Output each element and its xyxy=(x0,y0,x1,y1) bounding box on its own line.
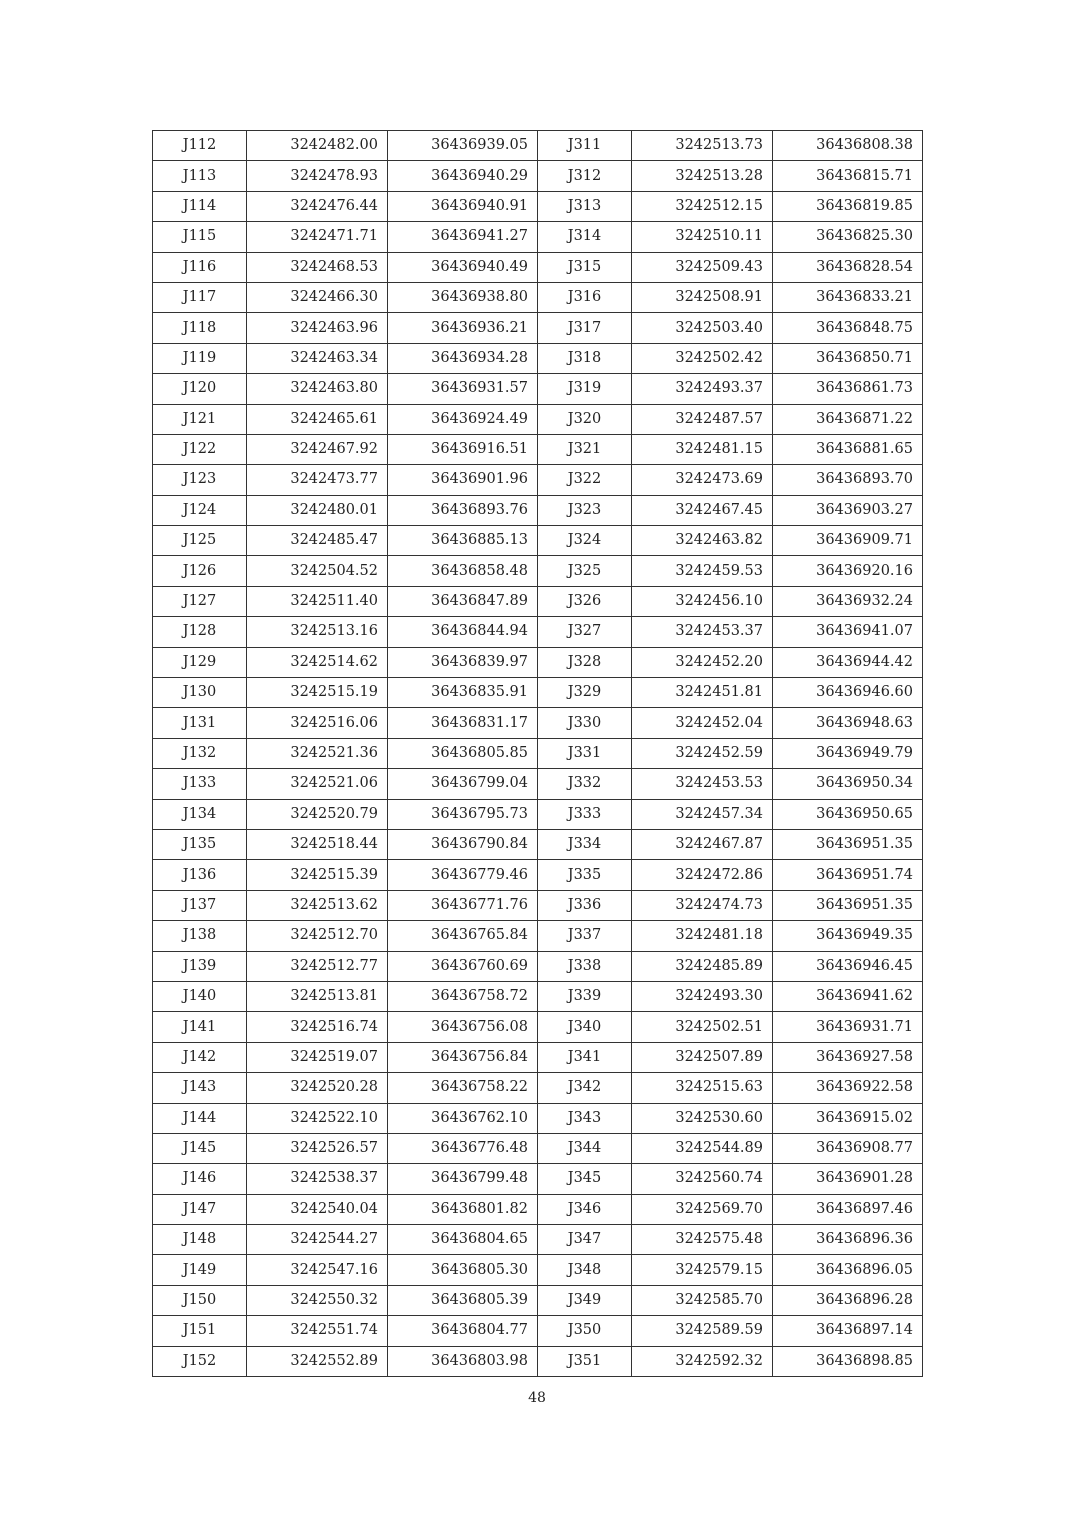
y-coord-right-cell: 36436909.71 xyxy=(773,526,923,556)
y-coord-right-cell: 36436946.45 xyxy=(773,951,923,981)
y-coord-left-cell: 36436938.80 xyxy=(388,282,538,312)
x-coord-right-cell: 3242592.32 xyxy=(632,1346,773,1376)
y-coord-left-cell: 36436916.51 xyxy=(388,434,538,464)
y-coord-left-cell: 36436835.91 xyxy=(388,678,538,708)
point-id-left-cell: J150 xyxy=(153,1285,247,1315)
coordinate-table-body xyxy=(153,131,923,1377)
point-id-right-cell: J311 xyxy=(538,131,632,161)
x-coord-left-cell: 3242473.77 xyxy=(247,465,388,495)
table-row xyxy=(153,921,923,951)
x-coord-right-cell: 3242487.57 xyxy=(632,404,773,434)
x-coord-left-cell: 3242480.01 xyxy=(247,495,388,525)
y-coord-right-cell: 36436949.79 xyxy=(773,738,923,768)
table-row xyxy=(153,1255,923,1285)
x-coord-left-cell: 3242468.53 xyxy=(247,252,388,282)
point-id-right-cell: J351 xyxy=(538,1346,632,1376)
point-id-right-cell: J341 xyxy=(538,1042,632,1072)
point-id-left-cell: J148 xyxy=(153,1225,247,1255)
point-id-left-cell: J141 xyxy=(153,1012,247,1042)
y-coord-left-cell: 36436758.72 xyxy=(388,981,538,1011)
point-id-left-cell: J128 xyxy=(153,617,247,647)
table-row xyxy=(153,1164,923,1194)
y-coord-right-cell: 36436897.46 xyxy=(773,1194,923,1224)
y-coord-right-cell: 36436941.07 xyxy=(773,617,923,647)
point-id-left-cell: J147 xyxy=(153,1194,247,1224)
point-id-right-cell: J328 xyxy=(538,647,632,677)
y-coord-left-cell: 36436858.48 xyxy=(388,556,538,586)
point-id-left-cell: J152 xyxy=(153,1346,247,1376)
x-coord-right-cell: 3242474.73 xyxy=(632,890,773,920)
point-id-left-cell: J114 xyxy=(153,191,247,221)
y-coord-left-cell: 36436844.94 xyxy=(388,617,538,647)
x-coord-right-cell: 3242452.04 xyxy=(632,708,773,738)
y-coord-right-cell: 36436903.27 xyxy=(773,495,923,525)
x-coord-right-cell: 3242459.53 xyxy=(632,556,773,586)
x-coord-left-cell: 3242476.44 xyxy=(247,191,388,221)
x-coord-left-cell: 3242521.06 xyxy=(247,769,388,799)
point-id-right-cell: J313 xyxy=(538,191,632,221)
x-coord-right-cell: 3242585.70 xyxy=(632,1285,773,1315)
x-coord-left-cell: 3242482.00 xyxy=(247,131,388,161)
table-row xyxy=(153,829,923,859)
point-id-right-cell: J331 xyxy=(538,738,632,768)
y-coord-right-cell: 36436896.05 xyxy=(773,1255,923,1285)
point-id-right-cell: J322 xyxy=(538,465,632,495)
y-coord-left-cell: 36436776.48 xyxy=(388,1133,538,1163)
y-coord-right-cell: 36436949.35 xyxy=(773,921,923,951)
x-coord-left-cell: 3242463.80 xyxy=(247,374,388,404)
point-id-right-cell: J339 xyxy=(538,981,632,1011)
x-coord-left-cell: 3242467.92 xyxy=(247,434,388,464)
y-coord-left-cell: 36436901.96 xyxy=(388,465,538,495)
point-id-right-cell: J324 xyxy=(538,526,632,556)
point-id-left-cell: J116 xyxy=(153,252,247,282)
x-coord-left-cell: 3242518.44 xyxy=(247,829,388,859)
y-coord-right-cell: 36436932.24 xyxy=(773,586,923,616)
x-coord-right-cell: 3242512.15 xyxy=(632,191,773,221)
point-id-right-cell: J325 xyxy=(538,556,632,586)
y-coord-left-cell: 36436801.82 xyxy=(388,1194,538,1224)
table-row xyxy=(153,890,923,920)
y-coord-left-cell: 36436804.77 xyxy=(388,1316,538,1346)
y-coord-right-cell: 36436871.22 xyxy=(773,404,923,434)
table-row xyxy=(153,1012,923,1042)
x-coord-left-cell: 3242540.04 xyxy=(247,1194,388,1224)
y-coord-left-cell: 36436940.29 xyxy=(388,161,538,191)
point-id-right-cell: J317 xyxy=(538,313,632,343)
x-coord-right-cell: 3242502.42 xyxy=(632,343,773,373)
x-coord-left-cell: 3242520.28 xyxy=(247,1073,388,1103)
table-row xyxy=(153,1194,923,1224)
point-id-left-cell: J138 xyxy=(153,921,247,951)
point-id-left-cell: J129 xyxy=(153,647,247,677)
y-coord-right-cell: 36436931.71 xyxy=(773,1012,923,1042)
point-id-right-cell: J343 xyxy=(538,1103,632,1133)
x-coord-right-cell: 3242515.63 xyxy=(632,1073,773,1103)
table-row xyxy=(153,1073,923,1103)
y-coord-right-cell: 36436951.35 xyxy=(773,829,923,859)
table-row xyxy=(153,799,923,829)
point-id-right-cell: J320 xyxy=(538,404,632,434)
x-coord-left-cell: 3242512.70 xyxy=(247,921,388,951)
y-coord-right-cell: 36436881.65 xyxy=(773,434,923,464)
x-coord-left-cell: 3242526.57 xyxy=(247,1133,388,1163)
table-row xyxy=(153,556,923,586)
x-coord-left-cell: 3242515.39 xyxy=(247,860,388,890)
y-coord-left-cell: 36436779.46 xyxy=(388,860,538,890)
y-coord-left-cell: 36436771.76 xyxy=(388,890,538,920)
x-coord-right-cell: 3242463.82 xyxy=(632,526,773,556)
x-coord-right-cell: 3242507.89 xyxy=(632,1042,773,1072)
y-coord-right-cell: 36436861.73 xyxy=(773,374,923,404)
point-id-right-cell: J327 xyxy=(538,617,632,647)
point-id-right-cell: J326 xyxy=(538,586,632,616)
x-coord-left-cell: 3242513.62 xyxy=(247,890,388,920)
point-id-right-cell: J318 xyxy=(538,343,632,373)
y-coord-right-cell: 36436833.21 xyxy=(773,282,923,312)
point-id-left-cell: J119 xyxy=(153,343,247,373)
x-coord-left-cell: 3242513.16 xyxy=(247,617,388,647)
y-coord-left-cell: 36436893.76 xyxy=(388,495,538,525)
point-id-right-cell: J342 xyxy=(538,1073,632,1103)
x-coord-left-cell: 3242513.81 xyxy=(247,981,388,1011)
table-row xyxy=(153,1133,923,1163)
y-coord-left-cell: 36436936.21 xyxy=(388,313,538,343)
y-coord-left-cell: 36436804.65 xyxy=(388,1225,538,1255)
x-coord-right-cell: 3242579.15 xyxy=(632,1255,773,1285)
point-id-left-cell: J136 xyxy=(153,860,247,890)
y-coord-left-cell: 36436940.91 xyxy=(388,191,538,221)
table-row xyxy=(153,434,923,464)
y-coord-left-cell: 36436939.05 xyxy=(388,131,538,161)
y-coord-left-cell: 36436847.89 xyxy=(388,586,538,616)
y-coord-left-cell: 36436799.48 xyxy=(388,1164,538,1194)
x-coord-left-cell: 3242522.10 xyxy=(247,1103,388,1133)
x-coord-right-cell: 3242451.81 xyxy=(632,678,773,708)
y-coord-right-cell: 36436927.58 xyxy=(773,1042,923,1072)
table-row xyxy=(153,374,923,404)
table-row xyxy=(153,1042,923,1072)
y-coord-right-cell: 36436893.70 xyxy=(773,465,923,495)
y-coord-left-cell: 36436924.49 xyxy=(388,404,538,434)
y-coord-left-cell: 36436805.85 xyxy=(388,738,538,768)
x-coord-left-cell: 3242552.89 xyxy=(247,1346,388,1376)
point-id-right-cell: J312 xyxy=(538,161,632,191)
point-id-right-cell: J344 xyxy=(538,1133,632,1163)
point-id-left-cell: J134 xyxy=(153,799,247,829)
y-coord-left-cell: 36436803.98 xyxy=(388,1346,538,1376)
x-coord-right-cell: 3242560.74 xyxy=(632,1164,773,1194)
page-number: 48 xyxy=(528,1390,546,1406)
x-coord-right-cell: 3242502.51 xyxy=(632,1012,773,1042)
point-id-left-cell: J127 xyxy=(153,586,247,616)
x-coord-left-cell: 3242514.62 xyxy=(247,647,388,677)
table-row xyxy=(153,404,923,434)
y-coord-left-cell: 36436805.39 xyxy=(388,1285,538,1315)
point-id-right-cell: J316 xyxy=(538,282,632,312)
y-coord-right-cell: 36436950.65 xyxy=(773,799,923,829)
point-id-right-cell: J346 xyxy=(538,1194,632,1224)
point-id-left-cell: J144 xyxy=(153,1103,247,1133)
x-coord-right-cell: 3242589.59 xyxy=(632,1316,773,1346)
table-row xyxy=(153,708,923,738)
x-coord-left-cell: 3242504.52 xyxy=(247,556,388,586)
point-id-left-cell: J125 xyxy=(153,526,247,556)
point-id-left-cell: J117 xyxy=(153,282,247,312)
table-row xyxy=(153,252,923,282)
x-coord-left-cell: 3242516.74 xyxy=(247,1012,388,1042)
y-coord-right-cell: 36436815.71 xyxy=(773,161,923,191)
point-id-right-cell: J349 xyxy=(538,1285,632,1315)
table-row xyxy=(153,860,923,890)
y-coord-left-cell: 36436756.84 xyxy=(388,1042,538,1072)
y-coord-right-cell: 36436848.75 xyxy=(773,313,923,343)
point-id-right-cell: J338 xyxy=(538,951,632,981)
x-coord-left-cell: 3242550.32 xyxy=(247,1285,388,1315)
point-id-right-cell: J323 xyxy=(538,495,632,525)
y-coord-right-cell: 36436951.35 xyxy=(773,890,923,920)
point-id-left-cell: J113 xyxy=(153,161,247,191)
table-row xyxy=(153,1346,923,1376)
x-coord-right-cell: 3242473.69 xyxy=(632,465,773,495)
table-row xyxy=(153,161,923,191)
y-coord-right-cell: 36436922.58 xyxy=(773,1073,923,1103)
point-id-left-cell: J118 xyxy=(153,313,247,343)
x-coord-right-cell: 3242452.20 xyxy=(632,647,773,677)
y-coord-left-cell: 36436885.13 xyxy=(388,526,538,556)
point-id-left-cell: J130 xyxy=(153,678,247,708)
table-row xyxy=(153,282,923,312)
x-coord-right-cell: 3242569.70 xyxy=(632,1194,773,1224)
y-coord-right-cell: 36436941.62 xyxy=(773,981,923,1011)
y-coord-left-cell: 36436831.17 xyxy=(388,708,538,738)
table-row xyxy=(153,951,923,981)
point-id-left-cell: J151 xyxy=(153,1316,247,1346)
point-id-right-cell: J336 xyxy=(538,890,632,920)
x-coord-left-cell: 3242538.37 xyxy=(247,1164,388,1194)
point-id-right-cell: J347 xyxy=(538,1225,632,1255)
point-id-left-cell: J145 xyxy=(153,1133,247,1163)
point-id-left-cell: J124 xyxy=(153,495,247,525)
x-coord-right-cell: 3242481.18 xyxy=(632,921,773,951)
x-coord-left-cell: 3242515.19 xyxy=(247,678,388,708)
x-coord-left-cell: 3242485.47 xyxy=(247,526,388,556)
y-coord-right-cell: 36436944.42 xyxy=(773,647,923,677)
y-coord-right-cell: 36436819.85 xyxy=(773,191,923,221)
y-coord-right-cell: 36436898.85 xyxy=(773,1346,923,1376)
y-coord-left-cell: 36436805.30 xyxy=(388,1255,538,1285)
point-id-left-cell: J131 xyxy=(153,708,247,738)
x-coord-right-cell: 3242472.86 xyxy=(632,860,773,890)
y-coord-left-cell: 36436940.49 xyxy=(388,252,538,282)
x-coord-right-cell: 3242453.37 xyxy=(632,617,773,647)
x-coord-left-cell: 3242521.36 xyxy=(247,738,388,768)
point-id-right-cell: J315 xyxy=(538,252,632,282)
point-id-right-cell: J314 xyxy=(538,222,632,252)
y-coord-left-cell: 36436934.28 xyxy=(388,343,538,373)
point-id-left-cell: J142 xyxy=(153,1042,247,1072)
point-id-right-cell: J321 xyxy=(538,434,632,464)
y-coord-right-cell: 36436920.16 xyxy=(773,556,923,586)
y-coord-left-cell: 36436760.69 xyxy=(388,951,538,981)
point-id-left-cell: J133 xyxy=(153,769,247,799)
point-id-left-cell: J139 xyxy=(153,951,247,981)
table-row xyxy=(153,647,923,677)
x-coord-left-cell: 3242512.77 xyxy=(247,951,388,981)
x-coord-right-cell: 3242544.89 xyxy=(632,1133,773,1163)
y-coord-left-cell: 36436931.57 xyxy=(388,374,538,404)
x-coord-left-cell: 3242463.96 xyxy=(247,313,388,343)
x-coord-right-cell: 3242467.87 xyxy=(632,829,773,859)
table-row xyxy=(153,1225,923,1255)
y-coord-right-cell: 36436908.77 xyxy=(773,1133,923,1163)
x-coord-left-cell: 3242478.93 xyxy=(247,161,388,191)
x-coord-right-cell: 3242485.89 xyxy=(632,951,773,981)
x-coord-right-cell: 3242510.11 xyxy=(632,222,773,252)
table-row xyxy=(153,526,923,556)
point-id-left-cell: J140 xyxy=(153,981,247,1011)
x-coord-right-cell: 3242456.10 xyxy=(632,586,773,616)
x-coord-right-cell: 3242513.73 xyxy=(632,131,773,161)
point-id-right-cell: J330 xyxy=(538,708,632,738)
point-id-right-cell: J332 xyxy=(538,769,632,799)
y-coord-left-cell: 36436762.10 xyxy=(388,1103,538,1133)
point-id-right-cell: J329 xyxy=(538,678,632,708)
point-id-right-cell: J350 xyxy=(538,1316,632,1346)
x-coord-left-cell: 3242466.30 xyxy=(247,282,388,312)
point-id-left-cell: J121 xyxy=(153,404,247,434)
table-row xyxy=(153,222,923,252)
x-coord-left-cell: 3242520.79 xyxy=(247,799,388,829)
point-id-right-cell: J335 xyxy=(538,860,632,890)
x-coord-right-cell: 3242481.15 xyxy=(632,434,773,464)
x-coord-right-cell: 3242467.45 xyxy=(632,495,773,525)
table-row xyxy=(153,1316,923,1346)
x-coord-right-cell: 3242457.34 xyxy=(632,799,773,829)
point-id-left-cell: J120 xyxy=(153,374,247,404)
x-coord-left-cell: 3242544.27 xyxy=(247,1225,388,1255)
y-coord-left-cell: 36436795.73 xyxy=(388,799,538,829)
x-coord-left-cell: 3242516.06 xyxy=(247,708,388,738)
y-coord-left-cell: 36436790.84 xyxy=(388,829,538,859)
table-row xyxy=(153,617,923,647)
point-id-left-cell: J112 xyxy=(153,131,247,161)
x-coord-right-cell: 3242509.43 xyxy=(632,252,773,282)
table-row xyxy=(153,343,923,373)
point-id-left-cell: J143 xyxy=(153,1073,247,1103)
coordinate-table xyxy=(152,130,923,1377)
y-coord-right-cell: 36436850.71 xyxy=(773,343,923,373)
y-coord-right-cell: 36436915.02 xyxy=(773,1103,923,1133)
point-id-left-cell: J149 xyxy=(153,1255,247,1285)
table-row xyxy=(153,738,923,768)
point-id-left-cell: J135 xyxy=(153,829,247,859)
point-id-left-cell: J132 xyxy=(153,738,247,768)
x-coord-left-cell: 3242463.34 xyxy=(247,343,388,373)
x-coord-right-cell: 3242453.53 xyxy=(632,769,773,799)
table-row xyxy=(153,586,923,616)
y-coord-left-cell: 36436839.97 xyxy=(388,647,538,677)
table-row xyxy=(153,191,923,221)
y-coord-left-cell: 36436765.84 xyxy=(388,921,538,951)
y-coord-right-cell: 36436950.34 xyxy=(773,769,923,799)
y-coord-right-cell: 36436897.14 xyxy=(773,1316,923,1346)
y-coord-right-cell: 36436901.28 xyxy=(773,1164,923,1194)
y-coord-right-cell: 36436825.30 xyxy=(773,222,923,252)
table-row xyxy=(153,131,923,161)
point-id-right-cell: J334 xyxy=(538,829,632,859)
table-row xyxy=(153,678,923,708)
x-coord-left-cell: 3242547.16 xyxy=(247,1255,388,1285)
table-row xyxy=(153,1285,923,1315)
table-row xyxy=(153,981,923,1011)
y-coord-right-cell: 36436951.74 xyxy=(773,860,923,890)
point-id-left-cell: J126 xyxy=(153,556,247,586)
table-row xyxy=(153,313,923,343)
x-coord-right-cell: 3242575.48 xyxy=(632,1225,773,1255)
y-coord-right-cell: 36436948.63 xyxy=(773,708,923,738)
x-coord-left-cell: 3242511.40 xyxy=(247,586,388,616)
point-id-left-cell: J137 xyxy=(153,890,247,920)
x-coord-left-cell: 3242465.61 xyxy=(247,404,388,434)
x-coord-right-cell: 3242513.28 xyxy=(632,161,773,191)
point-id-right-cell: J348 xyxy=(538,1255,632,1285)
point-id-left-cell: J115 xyxy=(153,222,247,252)
point-id-right-cell: J340 xyxy=(538,1012,632,1042)
y-coord-right-cell: 36436896.36 xyxy=(773,1225,923,1255)
y-coord-right-cell: 36436828.54 xyxy=(773,252,923,282)
y-coord-left-cell: 36436756.08 xyxy=(388,1012,538,1042)
x-coord-left-cell: 3242471.71 xyxy=(247,222,388,252)
y-coord-right-cell: 36436946.60 xyxy=(773,678,923,708)
y-coord-right-cell: 36436808.38 xyxy=(773,131,923,161)
point-id-right-cell: J345 xyxy=(538,1164,632,1194)
y-coord-left-cell: 36436758.22 xyxy=(388,1073,538,1103)
point-id-right-cell: J337 xyxy=(538,921,632,951)
table-row xyxy=(153,495,923,525)
point-id-right-cell: J333 xyxy=(538,799,632,829)
point-id-left-cell: J123 xyxy=(153,465,247,495)
x-coord-right-cell: 3242508.91 xyxy=(632,282,773,312)
table-row xyxy=(153,465,923,495)
x-coord-left-cell: 3242551.74 xyxy=(247,1316,388,1346)
y-coord-left-cell: 36436799.04 xyxy=(388,769,538,799)
x-coord-right-cell: 3242530.60 xyxy=(632,1103,773,1133)
table-row xyxy=(153,1103,923,1133)
x-coord-right-cell: 3242493.37 xyxy=(632,374,773,404)
y-coord-left-cell: 36436941.27 xyxy=(388,222,538,252)
x-coord-left-cell: 3242519.07 xyxy=(247,1042,388,1072)
x-coord-right-cell: 3242503.40 xyxy=(632,313,773,343)
point-id-right-cell: J319 xyxy=(538,374,632,404)
x-coord-right-cell: 3242452.59 xyxy=(632,738,773,768)
point-id-left-cell: J146 xyxy=(153,1164,247,1194)
table-row xyxy=(153,769,923,799)
point-id-left-cell: J122 xyxy=(153,434,247,464)
x-coord-right-cell: 3242493.30 xyxy=(632,981,773,1011)
y-coord-right-cell: 36436896.28 xyxy=(773,1285,923,1315)
